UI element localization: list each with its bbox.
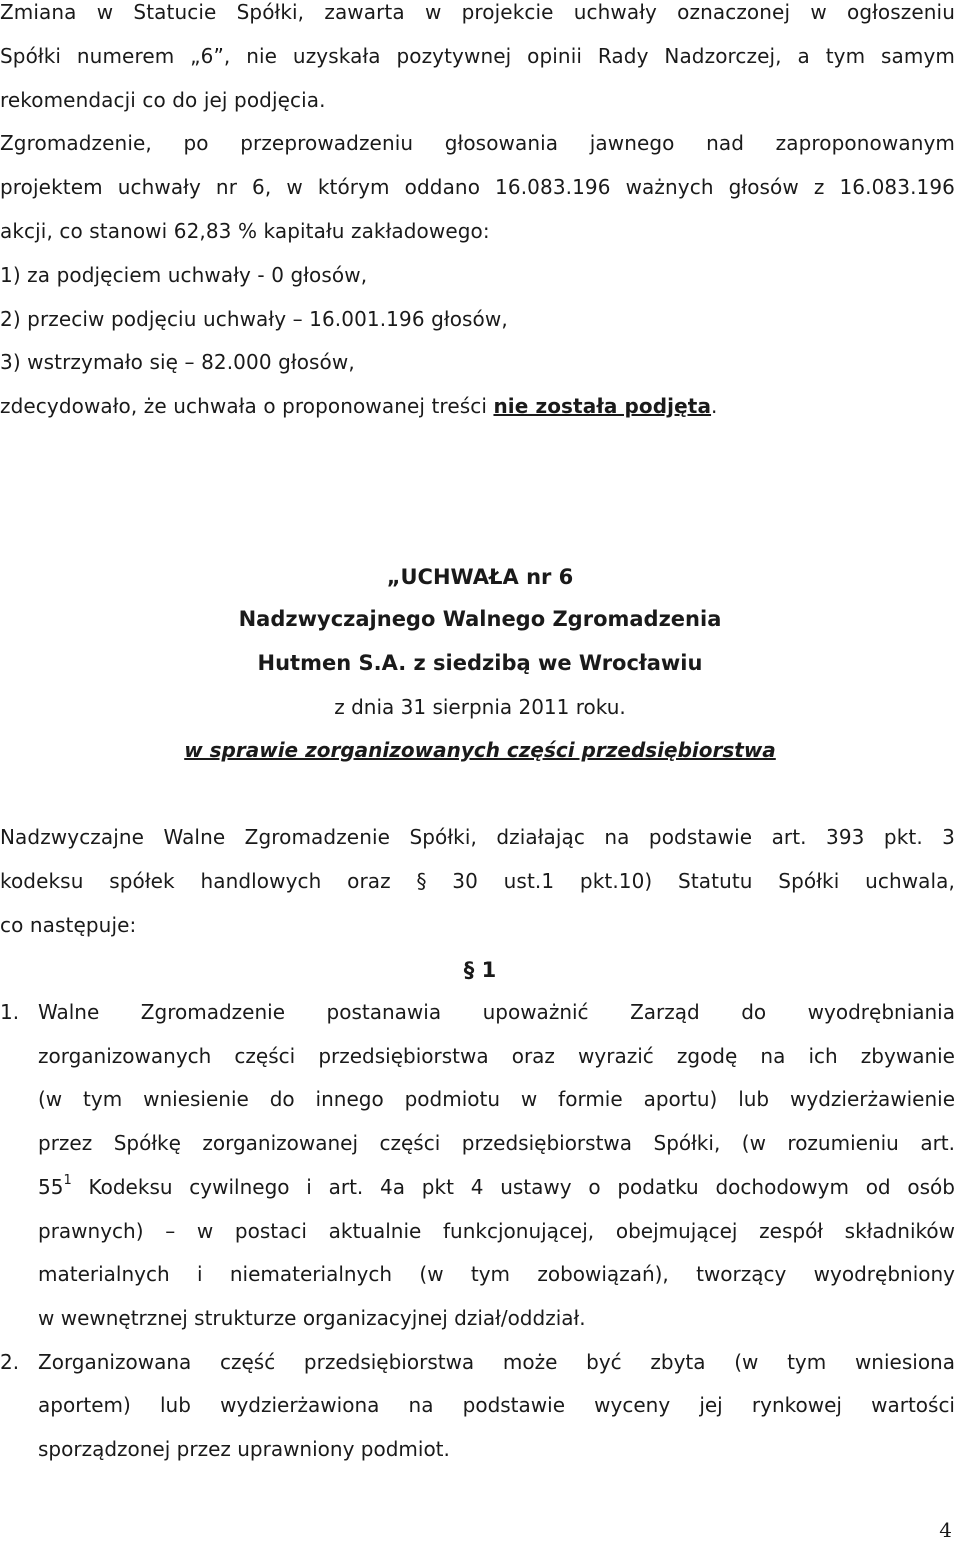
point-number: 1. (0, 1000, 20, 1024)
intro-line: Nadzwyczajne Walne Zgromadzenie Spółki, działając na podstawie art. 393 pkt. 3 (0, 825, 955, 849)
paragraph-line: projektem uchwały nr 6, w którym oddano 16.083.196 ważnych głosów z 16.083.196 (0, 175, 955, 199)
resolution-title: „UCHWAŁA nr 6 (386, 565, 574, 589)
resolution-company: Hutmen S.A. z siedzibą we Wrocławiu (257, 651, 703, 675)
intro-line: kodeksu spółek handlowych oraz § 30 ust.1 pkt.10) Statutu Spółki uchwala, (0, 869, 955, 893)
section-label: § 1 (463, 958, 497, 982)
point-line: materialnych i niematerialnych (w tym zobowiązań), tworzący wyodrębniony (38, 1262, 955, 1286)
intro-line: co następuje: (0, 913, 137, 937)
paragraph-line: Zgromadzenie, po przeprowadzeniu głosowania jawnego nad zaproponowanym (0, 131, 955, 155)
resolution-date: z dnia 31 sierpnia 2011 roku. (334, 695, 626, 719)
point-line (38, 1174, 955, 1200)
vote-for: 1) za podjęciem uchwały - 0 głosów, (0, 263, 368, 287)
point-line-rest: Kodeksu cywilnego i art. 4a pkt 4 ustawy o podatku dochodowym od osób (71, 1175, 955, 1199)
resolution-outcome (0, 393, 718, 419)
point-line: przez Spółkę zorganizowanej części przedsiębiorstwa Spółki, (w rozumieniu art. (38, 1131, 955, 1155)
paragraph-line: akcji, co stanowi 62,83 % kapitału zakładowego: (0, 219, 490, 243)
point-line: Walne Zgromadzenie postanawia upoważnić Zarząd do wyodrębniania (38, 1000, 955, 1024)
vote-abstain: 3) wstrzymało się – 82.000 głosów, (0, 350, 355, 374)
point-line: zorganizowanych części przedsiębiorstwa oraz wyrazić zgodę na ich zbywanie (38, 1044, 955, 1068)
point-number: 2. (0, 1350, 20, 1374)
article-superscript: 1 (63, 1173, 72, 1189)
page-number: 4 (939, 1518, 952, 1542)
outcome-emphasis: nie została podjęta (493, 394, 712, 418)
point-line: Zorganizowana część przedsiębiorstwa może być zbyta (w tym wniesiona (38, 1350, 955, 1374)
point-line: w wewnętrznej strukturze organizacyjnej dział/oddział. (38, 1306, 586, 1330)
point-line: prawnych) – w postaci aktualnie funkcjonującej, obejmującej zespół składników (38, 1219, 955, 1243)
article-number: 55 (38, 1175, 64, 1199)
paragraph-line: Spółki numerem „6”, nie uzyskała pozytywnej opinii Rady Nadzorczej, a tym samym (0, 44, 955, 68)
outcome-period: . (711, 394, 718, 418)
paragraph-line: Zmiana w Statucie Spółki, zawarta w projekcie uchwały oznaczonej w ogłoszeniu (0, 0, 955, 24)
outcome-text: zdecydowało, że uchwała o proponowanej treści (0, 394, 494, 418)
point-line: aportem) lub wydzierżawiona na podstawie wyceny jej rynkowej wartości (38, 1393, 955, 1417)
vote-against: 2) przeciw podjęciu uchwały – 16.001.196 głosów, (0, 307, 508, 331)
point-line: sporządzonej przez uprawniony podmiot. (38, 1437, 450, 1461)
resolution-body: Nadzwyczajnego Walnego Zgromadzenia (238, 607, 722, 631)
point-line: (w tym wniesienie do innego podmiotu w formie aportu) lub wydzierżawienie (38, 1087, 955, 1111)
resolution-subject: w sprawie zorganizowanych części przedsiębiorstwa (184, 738, 776, 762)
paragraph-line: rekomendacji co do jej podjęcia. (0, 88, 326, 112)
